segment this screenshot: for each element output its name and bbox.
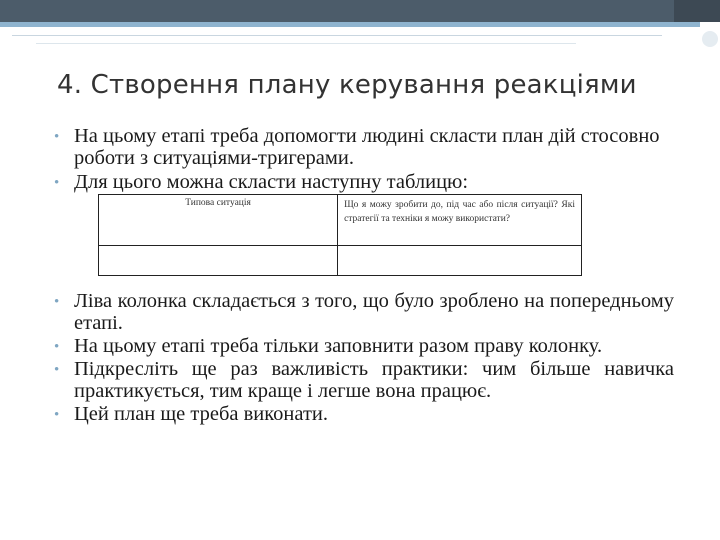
header-decorative-lines bbox=[0, 29, 720, 47]
bullet-item bbox=[52, 358, 674, 402]
decorative-line bbox=[12, 35, 662, 36]
table-header-row bbox=[99, 195, 582, 246]
table-header-situation: Типова ситуація bbox=[99, 195, 338, 246]
bullet-item bbox=[52, 171, 674, 193]
table-row bbox=[99, 246, 582, 276]
bullet-item bbox=[52, 290, 674, 334]
table-cell bbox=[338, 246, 582, 276]
bullet-text: Ліва колонка складається з того, що було зроблено на попередньому етапі. bbox=[74, 290, 674, 334]
decorative-circle bbox=[702, 31, 718, 47]
bullet-dot-icon: • bbox=[54, 129, 60, 145]
bullet-dot-icon: • bbox=[54, 339, 60, 355]
slide-title: 4. Створення плану керування реакціями bbox=[57, 70, 637, 100]
bullet-text: Підкресліть ще раз важливість практики: чим більше навичка практикується, тим краще і легше вона працює. bbox=[74, 358, 674, 402]
bullet-dot-icon: • bbox=[54, 175, 60, 191]
table-cell bbox=[99, 246, 338, 276]
header-accent-line bbox=[0, 22, 700, 27]
bullet-item bbox=[52, 335, 674, 357]
header-band bbox=[0, 0, 720, 22]
bullet-dot-icon: • bbox=[54, 294, 60, 310]
bullet-dot-icon: • bbox=[54, 362, 60, 378]
bullet-text: На цьому етапі треба допомогти людині скласти план дій стосовно роботи з ситуаціями-тригерами. bbox=[74, 125, 660, 169]
table-header-strategies: Що я можу зробити до, під час або після ситуації? Які стратегії та техніки я можу використати? bbox=[338, 195, 582, 246]
bullet-text: Для цього можна скласти наступну таблицю: bbox=[74, 171, 469, 193]
reaction-plan-table bbox=[98, 194, 582, 276]
decorative-line bbox=[36, 43, 576, 44]
bullet-dot-icon: • bbox=[54, 407, 60, 423]
main-bullet-list bbox=[52, 290, 674, 426]
bullet-text: Цей план ще треба виконати. bbox=[74, 403, 329, 425]
bullet-item bbox=[52, 403, 674, 425]
bullet-item bbox=[52, 125, 674, 169]
bullet-text: На цьому етапі треба тільки заповнити разом праву колонку. bbox=[74, 335, 603, 357]
intro-bullet-list bbox=[52, 125, 674, 195]
header-band-dark-end bbox=[674, 0, 720, 22]
